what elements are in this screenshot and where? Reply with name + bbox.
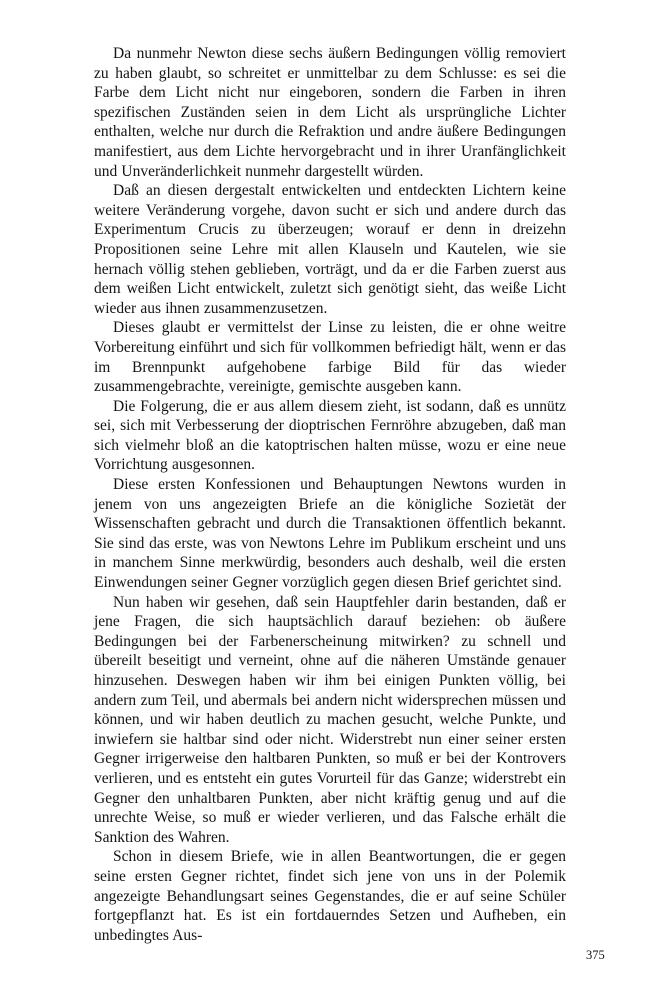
text-block: [94, 44, 566, 945]
paragraph: Da nunmehr Newton diese sechs äußern Bedingungen völlig removiert zu haben glaubt, so schreitet er unmittelbar zu dem Schlusse: es sei die Farbe dem Licht nicht nur eingeboren, sondern die Farben in ihren spezifischen Zuständen seien in dem Licht als ursprüngliche Lichter enthalten, welche nur durch die Refraktion und andre äußere Bedingungen manifestiert, aus dem Lichte hervorgebracht und in ihrer Uranfänglichkeit und Unveränderlichkeit nunmehr dargestellt würden.: [94, 45, 566, 180]
paragraph: Diese ersten Konfessionen und Behauptungen Newtons wurden in jenem von uns angezeigten Briefe an die königliche Sozietät der Wissenschaften gebracht und durch die Transaktionen öffentlich bekannt. Sie sind das erste, was von Newtons Lehre im Publikum erscheint und uns in manchem Sinne merkwürdig, besonders auch deshalb, weil die ersten Einwendungen seiner Gegner vorzüglich gegen diesen Brief gerichtet sind.: [94, 476, 566, 592]
paragraph: Nun haben wir gesehen, daß sein Hauptfehler darin bestanden, daß er jene Fragen, die sich hauptsächlich darauf beziehen: ob äußere Bedingungen bei der Farbenerscheinung mitwirken? zu schnell und übereilt beseitigt und verneint, ohne auf die näheren Umstände genauer hinzusehen. Deswegen haben wir ihm bei einigen Punkten völlig, bei andern zum Teil, und abermals bei andern nicht widersprechen müssen und können, und wir haben deutlich zu machen gesucht, welche Punkte, und inwiefern sie haltbar sind oder nicht. Widerstrebt nun einer seiner ersten Gegner irrigerweise den haltbaren Punkten, so muß er bei der Kontrovers verlieren, und es entsteht ein gutes Vorurteil für das Ganze; widerstrebt ein Gegner den unhaltbaren Punkten, aber nicht kräftig genug und auf die unrechte Weise, so muß er wieder verlieren, und das Falsche erhält die Sanktion des Wahren.: [94, 593, 566, 846]
paragraph: Schon in diesem Briefe, wie in allen Beantwortungen, die er gegen seine ersten Gegner richtet, findet sich jene von uns in der Polemik angezeigte Behandlungsart seines Gegenstandes, die er auf seine Schüler fortgepflanzt hat. Es ist ein fortdauerndes Setzen und Aufheben, ein unbedingtes Aus-: [94, 848, 566, 944]
paragraph: Die Folgerung, die er aus allem diesem zieht, ist sodann, daß es unnütz sei, sich mit Verbesserung der dioptrischen Fernröhre abzugeben, daß man sich vielmehr bloß an die katoptrischen halten müsse, wozu er eine neue Vorrichtung ausgesonnen.: [94, 397, 566, 474]
paragraph: Daß an diesen dergestalt entwickelten und entdeckten Lichtern keine weitere Veränderung vorgehe, davon sucht er sich und andere durch das Experimentum Crucis zu überzeugen; worauf er denn in dreizehn Propositionen seine Lehre mit allen Klauseln und Kautelen, wie sie hernach völlig stehen geblieben, vorträgt, und da er die Farben zuerst aus dem weißen Licht entwickelt, zuletzt sich genötigt sieht, das weiße Licht wieder aus ihnen zusammenzusetzen.: [94, 182, 566, 317]
page-number: 375: [586, 948, 605, 962]
paragraph: Dieses glaubt er vermittelst der Linse zu leisten, die er ohne weitre Vorbereitung einführt und sich für vollkommen befriedigt hält, wenn er das im Brennpunkt aufgehobene farbige Bild für das wieder zusammengebrachte, vereinigte, gemischte ausgeben kann.: [94, 319, 566, 396]
